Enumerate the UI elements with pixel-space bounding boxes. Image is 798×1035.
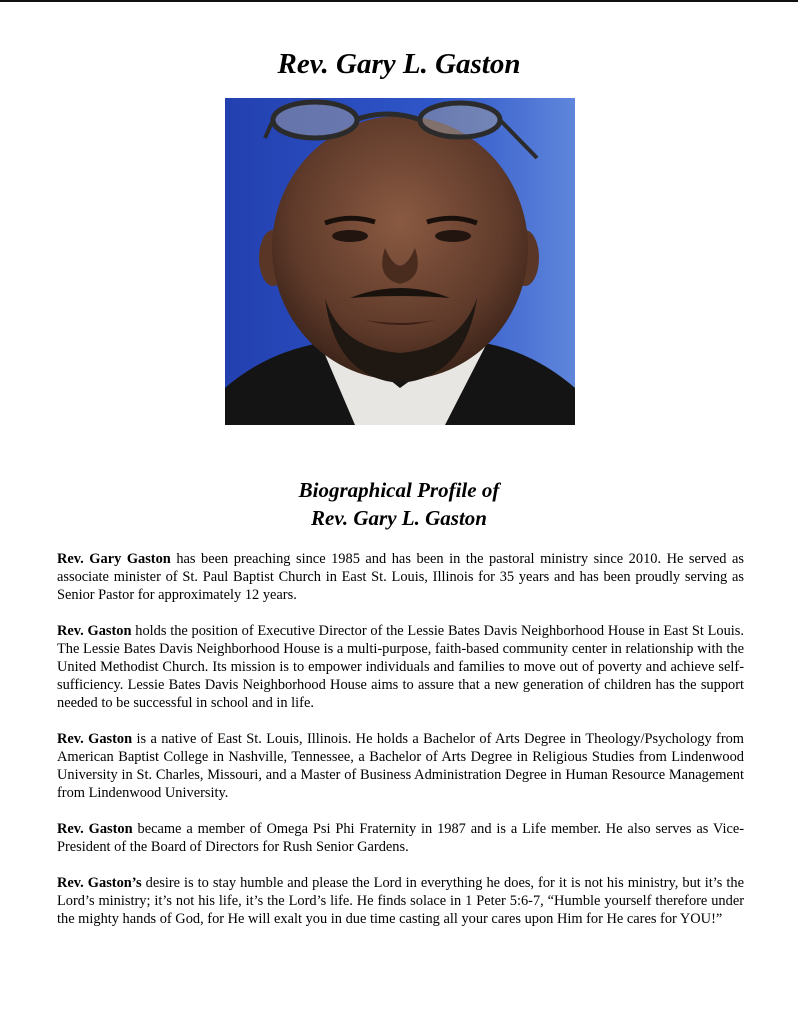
bio-text: became a member of Omega Psi Phi Fraternity in 1987 and is a Life member. He also serves as Vice-President of the Board of Directors for Rush Senior Gardens.: [57, 821, 745, 855]
biography-body: [57, 550, 744, 946]
bio-name-lead: Rev. Gaston’s: [57, 875, 142, 891]
bio-paragraph: [57, 550, 744, 604]
top-border-line: [0, 0, 798, 2]
bio-paragraph: [57, 874, 744, 928]
bio-name-lead: Rev. Gary Gaston: [57, 551, 171, 567]
bio-paragraph: [57, 622, 744, 712]
bio-text: desire is to stay humble and please the Lord in everything he does, for it is not his ministry, but it’s the Lord’s ministry; it’s not his life, it’s the Lord’s life. He finds solace in 1 Peter 5:6-7, “Humble yourself therefore under the mighty hands of God, for He will exalt you in due time casting all your cares upon Him for He cares for YOU!”: [57, 875, 744, 927]
bio-name-lead: Rev. Gaston: [57, 623, 132, 639]
portrait-photo: [225, 98, 575, 425]
page-title: Rev. Gary L. Gaston: [277, 48, 521, 80]
bio-name-lead: Rev. Gaston: [57, 731, 133, 747]
bio-text: is a native of East St. Louis, Illinois. He holds a Bachelor of Arts Degree in Theology/Psychology from American Baptist College in Nashville, Tennessee, a Bachelor of Arts Degree in Religious Studies from Lindenwood University in St. Charles, Missouri, and a Master of Business Administration Degree in Human Resource Management from Lindenwood University.: [57, 731, 744, 801]
bio-paragraph: [57, 820, 744, 856]
bio-text: has been preaching since 1985 and has been in the pastoral ministry since 2010. He served as associate minister of St. Paul Baptist Church in East St. Louis, Illinois for 35 years and has been proudly serving as Senior Pastor for approximately 12 years.: [57, 551, 744, 603]
bio-name-lead: Rev. Gaston: [57, 821, 133, 837]
bio-text: holds the position of Executive Director of the Lessie Bates Davis Neighborhood House in East St Louis. The Lessie Bates Davis Neighborhood House is a multi-purpose, faith-based community center in relationship with the United Methodist Church. Its mission is to empower individuals and families to move out of poverty and achieve self-sufficiency. Lessie Bates Davis Neighborhood House aims to assure that a new generation of children has the support needed to be successful in school and in life.: [57, 623, 744, 711]
profile-heading-line1: Biographical Profile of: [298, 478, 500, 502]
profile-heading-line2: Rev. Gary L. Gaston: [311, 506, 487, 530]
profile-heading: [0, 476, 798, 532]
bio-paragraph: [57, 730, 744, 802]
